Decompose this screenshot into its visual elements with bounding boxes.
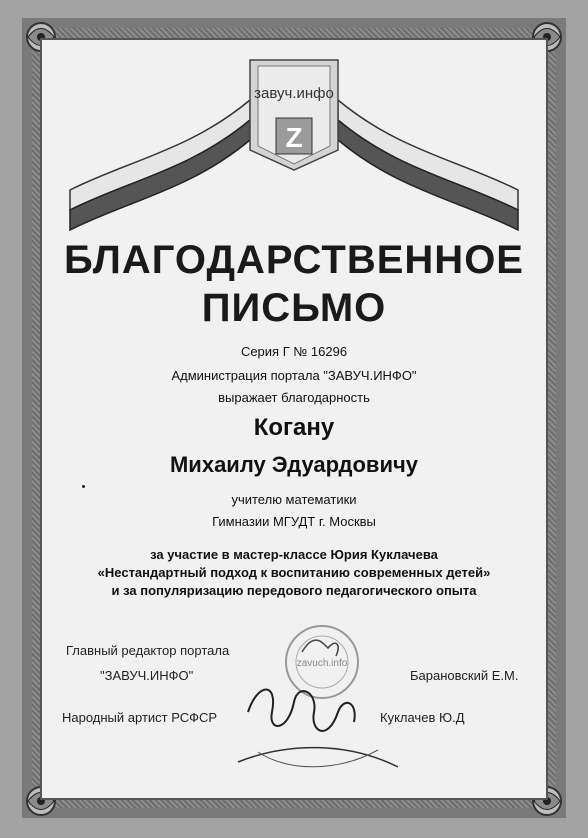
position-line-1: учителю математики: [231, 492, 357, 507]
reason-line-1: за участие в мастер-классе Юрия Куклачева: [150, 547, 438, 562]
reason-line-2: «Нестандартный подход к воспитанию современных детей»: [97, 565, 491, 580]
logo-letter: Z: [285, 122, 303, 153]
recipient-given-name: Михаилу Эдуардовичу: [169, 452, 418, 477]
handwritten-signature: [228, 672, 408, 782]
editor-portal: "ЗАВУЧ.ИНФО": [100, 668, 194, 683]
series-number: Серия Г № 16296: [240, 344, 348, 359]
reason-line-3: и за популяризацию передового педагогического опыта: [111, 583, 477, 598]
ribbon-emblem: [40, 40, 548, 240]
logo-text: завуч.инфо: [254, 85, 334, 102]
artist-name: Куклачев Ю.Д: [380, 710, 465, 725]
issuer-text: Администрация портала "ЗАВУЧ.ИНФО": [171, 368, 417, 383]
title-line-1: БЛАГОДАРСТВЕННОЕ: [64, 238, 524, 282]
recipient-surname: Когану: [253, 414, 335, 441]
artist-title: Народный артист РСФСР: [62, 710, 218, 725]
editor-title: Главный редактор портала: [66, 643, 230, 658]
stamp-text: zavuch.info: [296, 658, 348, 669]
editor-name: Барановский Е.М.: [410, 668, 519, 683]
title-line-2: ПИСЬМО: [201, 286, 387, 330]
ink-dot: [82, 485, 85, 488]
position-line-2: Гимназии МГУДТ г. Москвы: [212, 514, 376, 529]
expresses-text: выражает благодарность: [218, 390, 370, 405]
